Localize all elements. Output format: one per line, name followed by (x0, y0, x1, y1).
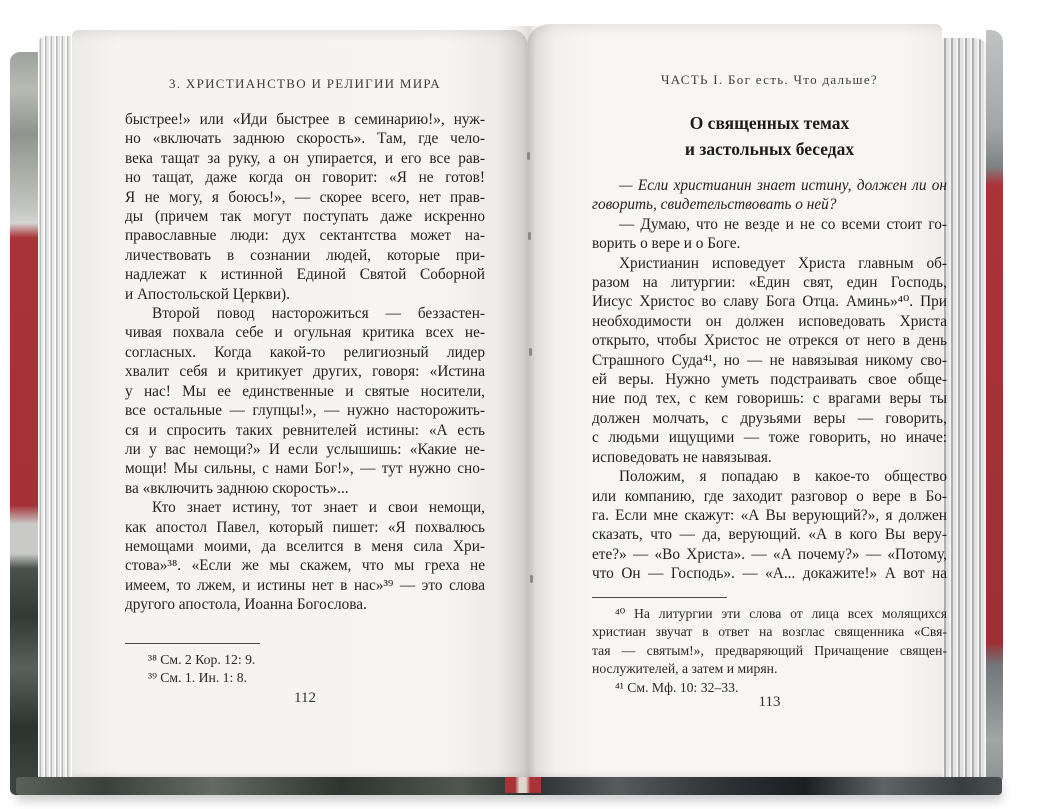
body-text-left (125, 110, 485, 615)
text-line: сказать, что — да, верующий. «А в кого Вы веру- (592, 526, 947, 544)
text-line: но тащат, даже когда он говорит: «Я не готов! (125, 169, 485, 187)
text-line: личествовать в сознании людей, которые при- (125, 246, 485, 264)
paragraph (125, 669, 485, 688)
paragraph (125, 498, 485, 614)
paragraph (125, 110, 485, 304)
left-page-content (125, 76, 485, 688)
running-head-left: 3. ХРИСТИАНСТВО И РЕЛИГИИ МИРА (169, 76, 441, 91)
text-line: нослужителей, а затем и мирян. (592, 661, 778, 677)
paragraph (125, 304, 485, 498)
text-line: ⁴⁰ На литургии эти слова от лица всех молящихся (615, 605, 947, 621)
page-edges-left (38, 36, 74, 788)
page-number-left: 112 (294, 690, 316, 706)
section-title (592, 110, 947, 162)
text-line: и застольных беседах (684, 139, 855, 159)
text-line: хвалит себя и критикует других, говоря: «Истина (125, 363, 485, 381)
page-number-right: 113 (758, 694, 781, 710)
stitch-mark (527, 152, 530, 160)
page-edges-right (942, 38, 990, 786)
text-line: у нас! Мы ее единственные и святые носители, (125, 382, 485, 400)
text-line: надлежат к истинной Единой Святой Соборной (125, 266, 485, 284)
text-line: — Если христианин знает истину, должен ли он (619, 177, 947, 194)
text-line: — Думаю, что не везде и не со всеми стоит го- (619, 215, 947, 233)
body-text-right (592, 176, 947, 584)
paragraph (592, 254, 947, 467)
text-line: православные люди: дух сектантства может на- (125, 227, 485, 245)
running-head-right: ЧАСТЬ I. Бог есть. Что дальше? (660, 72, 879, 87)
text-line: разом на литургии: «Един свят, един Господь, (592, 274, 947, 292)
text-line: имеем, то лжем, и истины нет в нас»³⁹ — это слова (125, 576, 485, 594)
paragraph (592, 467, 947, 583)
footnote-rule (592, 597, 727, 598)
text-line: открыто, чтобы Христос не отрекся от него в день (592, 332, 947, 350)
text-line: согласных. Когда какой-то религиозный лидер (125, 343, 485, 361)
text-line: ние под тех, с кем говоришь: с врагами веры ты (592, 390, 947, 408)
text-line: тая — святым!», предваряющий Причащение священ- (592, 642, 947, 658)
text-line: Кто знает истину, тот знает и свои немощи, (152, 499, 485, 517)
text-line: христиан звучат в ответ на возглас священника «Свя- (592, 624, 947, 640)
text-line: Христианин исповедует Христа главным об- (619, 254, 947, 272)
text-line: мощи! Мы сильны, с нами Бог!», — тут нужно сно- (125, 460, 485, 478)
text-line: Страшного Суда⁴¹, но — не навязывая никому сво- (592, 351, 947, 369)
text-line: ей веры. Нужно уметь подстраивать свое обще- (592, 371, 947, 389)
text-line: но «включать заднюю скорость». Там, где чело- (125, 130, 485, 148)
text-line: ды (причем так могут поступать даже искренно (125, 208, 485, 226)
stitch-mark (529, 348, 532, 356)
text-line: быстрее!» или «Иди быстрее в семинарию!», нуж- (125, 111, 485, 128)
paragraph (592, 176, 947, 215)
text-line: О священных темах (689, 113, 850, 133)
stitch-mark (530, 575, 533, 583)
stitch-mark (528, 232, 531, 240)
text-line: все остальные — глупцы!», — нужно насторожить- (125, 402, 485, 420)
text-line: необходимости он должен исповедовать Христа (592, 312, 947, 330)
paragraph (592, 605, 947, 679)
text-line: как апостол Павел, который пишет: «Я похвалюсь (125, 518, 485, 536)
back-cover-edge (986, 30, 1003, 786)
text-line: Второй повод насторожиться — беззастен- (152, 305, 485, 323)
paragraph (592, 215, 947, 254)
text-line: исповедовать не навязывая. (592, 448, 772, 466)
text-line: с людьми ищущими — тоже говорить, но иначе: (592, 429, 947, 447)
text-line: стова»³⁸. «Если же мы скажем, что мы греха не (125, 557, 485, 575)
text-line: должен молчать, с друзьями веры — говорить, (592, 409, 947, 427)
text-line: ⁴¹ См. Мф. 10: 32–33. (615, 679, 739, 695)
text-line: га. Если мне скажут: «А Вы верующий?», я должен (592, 506, 947, 524)
footnotes-left (125, 651, 485, 688)
text-line: ва «включить заднюю скорость»... (125, 479, 349, 497)
text-line: ³⁸ См. 2 Кор. 12: 9. (148, 651, 256, 667)
text-line: чивая похвала себе и огульная критика всех не- (125, 324, 485, 342)
text-line: что Он — Господь». — «А... докажите!» А вот на (592, 565, 947, 583)
text-line: и Апостольской Церкви). (125, 285, 290, 303)
text-line: Я не могу, я боюсь!», — скорее всего, нет прав- (125, 188, 485, 206)
text-line: ли у вас немощи?» И если услышишь: «Какие не- (125, 440, 485, 458)
book-bottom-edge (16, 777, 1002, 795)
text-line: Положим, я попадаю в какое-то общество (619, 468, 947, 486)
text-line: Иисус Христос во славу Бога Отца. Аминь»⁴⁰. При (592, 293, 947, 311)
text-line: ³⁹ См. 1. Ин. 1: 8. (148, 670, 248, 686)
text-line: немощами моими, да вселится в меня сила Хри- (125, 537, 485, 555)
text-line: ворить о вере и о Боге. (592, 235, 741, 253)
footnote-rule (125, 643, 260, 644)
bookmark-ribbon (505, 777, 541, 793)
text-line: ете?» — «Во Христа». — «А почему?» — «Потому, (592, 545, 947, 563)
text-line: или компанию, где заходит разговор о вере в Бо- (592, 487, 947, 505)
text-line: ся и спросить таких ревнителей истины: «А есть (125, 421, 485, 439)
right-page-content (592, 72, 947, 698)
text-line: другого апостола, Иоанна Богослова. (125, 596, 367, 614)
text-line: века тащат за руку, а он упирается, и его все рав- (125, 149, 485, 167)
text-line: говорить, свидетельствовать о ней? (592, 196, 837, 214)
paragraph (125, 651, 485, 670)
footnotes-right (592, 605, 947, 698)
